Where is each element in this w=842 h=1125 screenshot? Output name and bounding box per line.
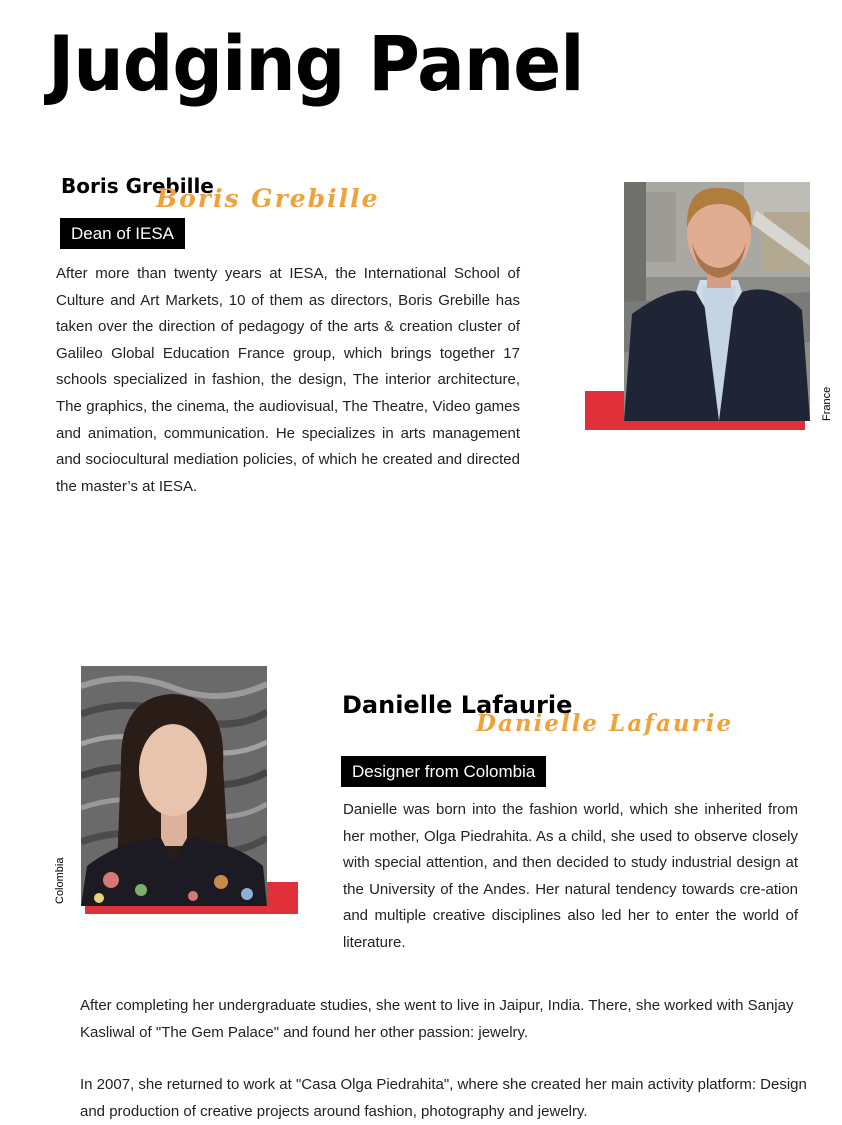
judge-photo: [624, 182, 810, 421]
judge-bio: After more than twenty years at IESA, the International School of Culture and Art Markets, 10 of them as directors, Boris Grebille has taken over the direction of pedagogy of the arts & creation cluster of Galileo Global Education France group, which brings together 17 schools specialized in fashion, the design, The interior architecture, The graphics, the cinema, the audiovisual, The Theatre, Video games and animation, communication. He specializes in arts management and sociocultural mediation policies, of which he created and directed the master’s at IESA.: [56, 265, 520, 495]
page-title: Judging Panel: [48, 19, 584, 108]
judge-role-badge: Dean of IESA: [60, 218, 185, 249]
portrait-image: [624, 182, 810, 421]
portrait-image: [81, 666, 267, 906]
judge-bio-paragraph: After completing her undergraduate studies, she went to live in Jaipur, India. There, she worked with Sanjay Kasliwal of "The Gem Palace" and found her other passion: jewelry.: [80, 997, 794, 1041]
judge-signature: Danielle Lafaurie: [476, 710, 734, 737]
judge-role-badge: Designer from Colombia: [341, 756, 546, 787]
country-label: France: [821, 386, 833, 421]
judge-bio: Danielle was born into the fashion world, which she inherited from her mother, Olga Piedrahita. As a child, she used to observe closely with special attention, and then decided to study industrial design at the University of the Andes. Her natural tendency towards cre-ation and multiple creative disciplines also led her to enter the world of literature.: [343, 801, 798, 951]
judge-name: Danielle Lafaurie: [342, 691, 573, 719]
judge-bio-paragraph: In 2007, she returned to work at "Casa Olga Piedrahita", where she created her main activity platform: Design and production of creative projects around fashion, photography and jewelry.: [80, 1076, 807, 1120]
judge-name: Boris Grebille: [61, 174, 214, 198]
country-label: Colombia: [54, 857, 66, 904]
judge-photo: [81, 666, 267, 906]
judge-signature: Boris Grebille: [156, 184, 380, 213]
